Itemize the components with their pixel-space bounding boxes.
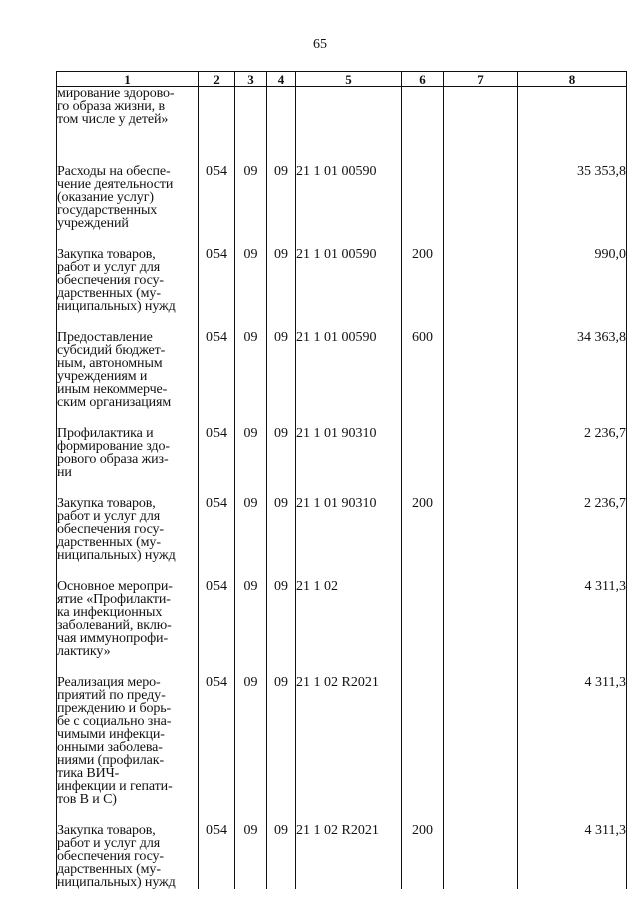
ministry-code-cell: [199, 87, 235, 148]
page-number: 65: [313, 37, 327, 52]
target-article-cell: 21 1 01 90310: [296, 479, 402, 562]
subsection-code-cell: [267, 87, 296, 148]
column-7-cell: [444, 479, 518, 562]
expense-type-cell: [402, 658, 444, 806]
section-code-cell: 09: [235, 230, 267, 313]
ministry-code-cell: 054: [199, 806, 235, 889]
table-row: [57, 230, 627, 313]
expense-type-cell: [402, 562, 444, 658]
section-code-cell: 09: [235, 479, 267, 562]
amount-cell: 990,0: [518, 230, 627, 313]
column-header: 8: [518, 72, 627, 87]
target-article-cell: [296, 87, 402, 148]
ministry-code-cell: 054: [199, 313, 235, 409]
subsection-code-cell: 09: [267, 147, 296, 230]
column-header: 2: [199, 72, 235, 87]
target-article-cell: 21 1 01 90310: [296, 409, 402, 479]
expense-type-cell: 200: [402, 806, 444, 889]
subsection-code-cell: 09: [267, 409, 296, 479]
amount-cell: 2 236,7: [518, 479, 627, 562]
expense-name-cell: Закупка товаров, работ и услуг для обеспечения госу- дарственных (му- ниципальных) нужд: [57, 806, 199, 889]
expense-name-cell: Закупка товаров, работ и услуг для обеспечения госу- дарственных (му- ниципальных) нужд: [57, 230, 199, 313]
expense-name-cell: Основное меропри- ятие «Профилакти- ка инфекционных заболеваний, вклю- чая иммунопрофи- лактику»: [57, 562, 199, 658]
column-header: 4: [267, 72, 296, 87]
section-code-cell: [235, 87, 267, 148]
target-article-cell: 21 1 01 00590: [296, 230, 402, 313]
expense-type-cell: [402, 87, 444, 148]
table-row: [57, 147, 627, 230]
column-7-cell: [444, 230, 518, 313]
expense-name-cell: Закупка товаров, работ и услуг для обеспечения госу- дарственных (му- ниципальных) нужд: [57, 479, 199, 562]
amount-cell: 34 363,8: [518, 313, 627, 409]
table-header-row: [57, 72, 627, 87]
target-article-cell: 21 1 02 R2021: [296, 806, 402, 889]
target-article-cell: 21 1 02 R2021: [296, 658, 402, 806]
table-row: [57, 313, 627, 409]
ministry-code-cell: 054: [199, 230, 235, 313]
section-code-cell: 09: [235, 562, 267, 658]
subsection-code-cell: 09: [267, 313, 296, 409]
target-article-cell: 21 1 01 00590: [296, 147, 402, 230]
section-code-cell: 09: [235, 806, 267, 889]
table-row: [57, 409, 627, 479]
column-header: 5: [296, 72, 402, 87]
amount-cell: 35 353,8: [518, 147, 627, 230]
table-row: [57, 562, 627, 658]
column-header: 1: [57, 72, 199, 87]
amount-cell: 4 311,3: [518, 562, 627, 658]
section-code-cell: 09: [235, 658, 267, 806]
column-7-cell: [444, 87, 518, 148]
amount-cell: 4 311,3: [518, 806, 627, 889]
ministry-code-cell: 054: [199, 409, 235, 479]
column-7-cell: [444, 806, 518, 889]
ministry-code-cell: 054: [199, 147, 235, 230]
budget-table: [56, 71, 627, 889]
expense-name-cell: мирование здорово- го образа жизни, в том числе у детей»: [57, 87, 199, 148]
table-row: [57, 87, 627, 148]
table-row: [57, 806, 627, 889]
column-7-cell: [444, 409, 518, 479]
subsection-code-cell: 09: [267, 562, 296, 658]
target-article-cell: 21 1 01 00590: [296, 313, 402, 409]
table-row: [57, 479, 627, 562]
section-code-cell: 09: [235, 147, 267, 230]
amount-cell: [518, 87, 627, 148]
subsection-code-cell: 09: [267, 479, 296, 562]
amount-cell: 4 311,3: [518, 658, 627, 806]
amount-cell: 2 236,7: [518, 409, 627, 479]
target-article-cell: 21 1 02: [296, 562, 402, 658]
ministry-code-cell: 054: [199, 562, 235, 658]
column-7-cell: [444, 658, 518, 806]
subsection-code-cell: 09: [267, 230, 296, 313]
ministry-code-cell: 054: [199, 658, 235, 806]
expense-type-cell: 200: [402, 230, 444, 313]
column-header: 6: [402, 72, 444, 87]
subsection-code-cell: 09: [267, 658, 296, 806]
subsection-code-cell: 09: [267, 806, 296, 889]
column-7-cell: [444, 147, 518, 230]
column-7-cell: [444, 313, 518, 409]
expense-name-cell: Расходы на обеспе- чение деятельности (оказание услуг) государственных учреждений: [57, 147, 199, 230]
ministry-code-cell: 054: [199, 479, 235, 562]
column-header: 7: [444, 72, 518, 87]
expense-name-cell: Предоставление субсидий бюджет- ным, автономным учреждениям и иным некоммерче- ским организациям: [57, 313, 199, 409]
expense-type-cell: 200: [402, 479, 444, 562]
expense-name-cell: Реализация меро- приятий по преду- преждению и борь- бе с социально зна- чимыми инфекци- онными заболева- ниями (профилак- тика ВИЧ- инфекции и гепати- тов В и С): [57, 658, 199, 806]
column-7-cell: [444, 562, 518, 658]
expense-type-cell: 600: [402, 313, 444, 409]
section-code-cell: 09: [235, 409, 267, 479]
section-code-cell: 09: [235, 313, 267, 409]
expense-type-cell: [402, 147, 444, 230]
column-header: 3: [235, 72, 267, 87]
expense-type-cell: [402, 409, 444, 479]
table-row: [57, 658, 627, 806]
expense-name-cell: Профилактика и формирование здо- рового образа жиз- ни: [57, 409, 199, 479]
